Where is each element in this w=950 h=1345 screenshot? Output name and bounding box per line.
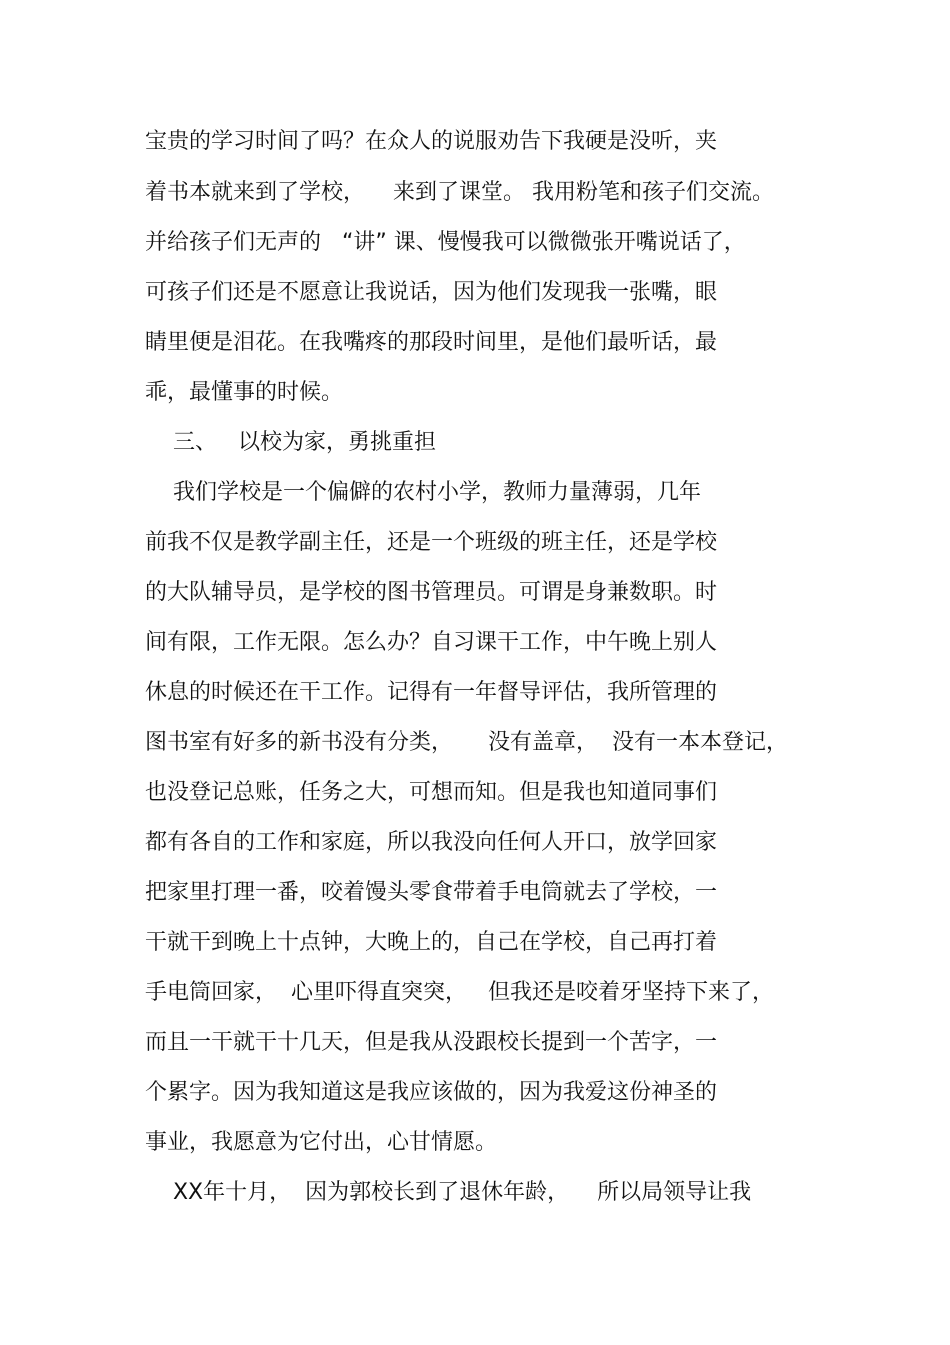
- text-line: 乖，最懂事的时候。: [145, 380, 344, 405]
- text-line: 都有各自的工作和家庭，所以我没向任何人开口，放学回家: [145, 830, 718, 855]
- text-line: 前我不仅是教学副主任，还是一个班级的班主任，还是学校: [145, 530, 718, 555]
- text-line: 睛里便是泪花。在我嘴疼的那段时间里，是他们最听话，最: [145, 330, 718, 355]
- text-line: 干就干到晚上十点钟，大晚上的，自己在学校，自己再打着: [145, 930, 718, 955]
- text-line: XX年十月， 因为郭校长到了退休年龄， 所以局领导让我: [145, 1180, 752, 1205]
- text-line: 宝贵的学习时间了吗？在众人的说服劝告下我硬是没听，夹: [145, 129, 718, 154]
- text-line: 休息的时候还在干工作。记得有一年督导评估，我所管理的: [145, 680, 718, 705]
- text-line: 把家里打理一番，咬着馒头零食带着手电筒就去了学校，一: [145, 880, 718, 905]
- text-line: 个累字。因为我知道这是我应该做的，因为我爱这份神圣的: [145, 1080, 718, 1105]
- text-line: 而且一干就干十几天，但是我从没跟校长提到一个苦字，一: [145, 1030, 718, 1055]
- text-line: 手电筒回家， 心里吓得直突突， 但我还是咬着牙坚持下来了，: [145, 980, 774, 1005]
- section-heading: 三、 以校为家，勇挑重担: [145, 430, 436, 455]
- text-line: 并给孩子们无声的 “讲” 课、慢慢我可以微微张开嘴说话了，: [145, 230, 746, 255]
- text-line: 间有限，工作无限。怎么办？自习课干工作，中午晚上别人: [145, 630, 718, 655]
- text-line: 可孩子们还是不愿意让我说话，因为他们发现我一张嘴，眼: [145, 280, 718, 305]
- text-line: 着书本就来到了学校， 来到了课堂。 我用粉笔和孩子们交流。: [145, 180, 774, 205]
- text-line: 也没登记总账，任务之大，可想而知。但是我也知道同事们: [145, 780, 718, 805]
- text-line: 事业，我愿意为它付出，心甘情愿。: [145, 1130, 498, 1155]
- text-line: 图书室有好多的新书没有分类， 没有盖章， 没有一本本登记，: [145, 730, 788, 755]
- text-line: 我们学校是一个偏僻的农村小学，教师力量薄弱，几年: [145, 480, 701, 505]
- text-line: 的大队辅导员，是学校的图书管理员。可谓是身兼数职。时: [145, 580, 718, 605]
